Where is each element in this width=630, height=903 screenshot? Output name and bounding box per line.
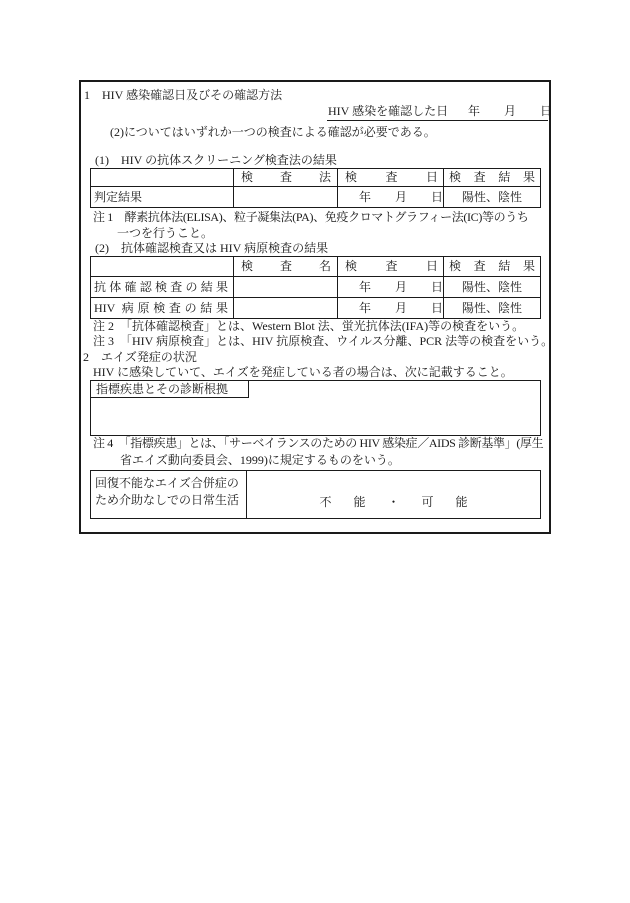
antibody-confirm-date-cell: 年 月 日 bbox=[338, 277, 444, 298]
confirmatory-header-row bbox=[91, 257, 541, 277]
daily-life-label bbox=[91, 471, 247, 518]
screening-heading: (1) HIV の抗体スクリーニング検査法の結果 bbox=[95, 153, 337, 167]
confirm-date-label: HIV 感染を確認した日 bbox=[328, 104, 449, 118]
confirmatory-header-blank bbox=[91, 257, 234, 277]
hiv-pathogen-label: HIV 病原検査の結果 bbox=[91, 298, 234, 319]
note1-line1: 注 1 酵素抗体法(ELISA)、粒子凝集法(PA)、免疫クロマトグラフィー法(IC)等のうち bbox=[93, 210, 529, 224]
antibody-confirm-label: 抗体確認検査の結果 bbox=[91, 277, 234, 298]
hiv-pathogen-name-cell bbox=[234, 298, 338, 319]
daily-life-label-line2: ため介助なしでの日常生活 bbox=[95, 493, 240, 507]
screening-header-row bbox=[91, 169, 541, 187]
section1-heading: 1 HIV 感染確認日及びその確認方法 bbox=[84, 88, 283, 102]
indicator-disease-entry-area bbox=[97, 401, 534, 431]
screening-header-blank bbox=[91, 169, 234, 187]
indicator-disease-label: 指標疾患とその診断根拠 bbox=[91, 381, 249, 398]
hiv-pathogen-result-cell: 陽性、陰性 bbox=[444, 298, 541, 319]
screening-method-cell bbox=[234, 187, 338, 208]
indicator-disease-box bbox=[90, 380, 541, 436]
screening-header-method: 検 査 法 bbox=[234, 169, 338, 187]
screening-header-result: 検 査 結 果 bbox=[444, 169, 541, 187]
screening-header-date: 検 査 日 bbox=[338, 169, 444, 187]
screening-table bbox=[90, 168, 541, 208]
screening-row-label: 判定結果 bbox=[91, 187, 234, 208]
confirmatory-header-date: 検 査 日 bbox=[338, 257, 444, 277]
section2-heading: 2 エイズ発症の状況 bbox=[83, 350, 197, 364]
daily-life-label-line1: 回復不能なエイズ合併症の bbox=[95, 476, 239, 490]
screening-result-cell: 陽性、陰性 bbox=[444, 187, 541, 208]
screening-date-cell: 年 月 日 bbox=[338, 187, 444, 208]
confirm-date-line bbox=[327, 104, 553, 121]
confirmatory-header-name: 検 査 名 bbox=[234, 257, 338, 277]
confirmatory-table bbox=[90, 256, 541, 319]
section2-instruction: HIV に感染していて、エイズを発症している者の場合は、次に記載すること。 bbox=[93, 365, 513, 379]
daily-life-options-cell bbox=[247, 471, 540, 518]
confirm-date-fields: 年 月 日 bbox=[468, 104, 553, 118]
confirmatory-heading: (2) 抗体確認検査又は HIV 病原検査の結果 bbox=[95, 241, 329, 255]
note4-line2: 省エイズ動向委員会、1999)に規定するものをいう。 bbox=[120, 453, 400, 467]
antibody-confirm-result-cell: 陽性、陰性 bbox=[444, 277, 541, 298]
antibody-confirm-name-cell bbox=[234, 277, 338, 298]
note1-line2: 一つを行うこと。 bbox=[117, 226, 214, 240]
daily-life-box bbox=[90, 470, 541, 519]
table-row bbox=[91, 277, 541, 298]
section1-instruction: (2)についてはいずれか一つの検査による確認が必要である。 bbox=[110, 125, 436, 139]
note3: 注 3 「HIV 病原検査」とは、HIV 抗原検査、ウイルス分離、PCR 法等の検査をいう。 bbox=[93, 334, 554, 348]
confirmatory-header-result: 検 査 結 果 bbox=[444, 257, 541, 277]
table-row bbox=[91, 187, 541, 208]
note4-line1: 注 4 「指標疾患」とは、「サーベイランスのための HIV 感染症／AIDS 診断基準」(厚生 bbox=[93, 436, 544, 450]
note2: 注 2 「抗体確認検査」とは、Western Blot 法、蛍光抗体法(IFA)等の検査をいう。 bbox=[93, 319, 525, 333]
table-row bbox=[91, 298, 541, 319]
hiv-pathogen-date-cell: 年 月 日 bbox=[338, 298, 444, 319]
daily-life-options: 不 能 ・ 可 能 bbox=[319, 495, 468, 509]
